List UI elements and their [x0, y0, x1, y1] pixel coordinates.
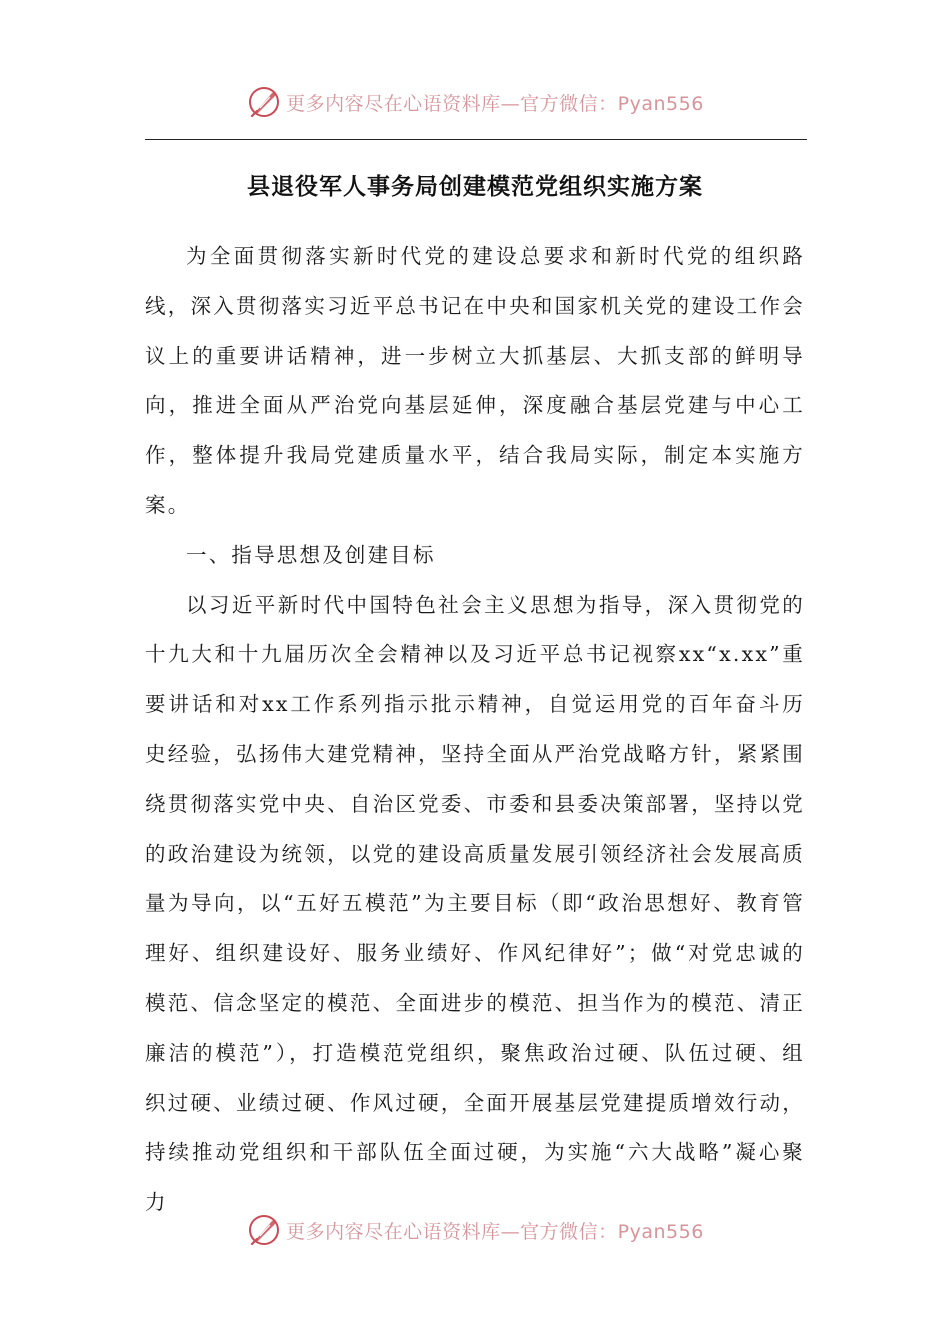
- quill-pen-logo-icon: [246, 84, 282, 120]
- footer-banner-prefix: 更多内容尽在心语资料库—官方微信：: [286, 1220, 618, 1243]
- document-body: [145, 232, 805, 1228]
- footer-banner: [0, 1208, 950, 1252]
- header-banner-prefix: 更多内容尽在心语资料库—官方微信：: [286, 92, 618, 115]
- footer-banner-handle: Pyan556: [617, 1220, 704, 1243]
- section-heading: 一、指导思想及创建目标: [186, 542, 436, 567]
- quill-pen-logo-icon: [246, 1212, 282, 1248]
- intro-paragraph: 为全面贯彻落实新时代党的建设总要求和新时代党的组织路线，深入贯彻落实习近平总书记在中央和国家机关党的建设工作会议上的重要讲话精神，进一步树立大抓基层、大抓支部的鲜明导向，推进全面从严治党向基层延伸，深度融合基层党建与中心工作，整体提升我局党建质量水平，结合我局实际，制定本实施方案。: [145, 244, 805, 517]
- footer-banner-content: [246, 1212, 704, 1248]
- footer-banner-text: [286, 1217, 704, 1244]
- header-banner-content: [246, 84, 704, 120]
- guiding-thought-paragraph: 以习近平新时代中国特色社会主义思想为指导，深入贯彻党的十九大和十九届历次全会精神以及习近平总书记视察xx“x.xx”重要讲话和对xx工作系列指示批示精神，自觉运用党的百年奋斗历史经验，弘扬伟大建党精神，坚持全面从严治党战略方针，紧紧围绕贯彻落实党中央、自治区党委、市委和县委决策部署，坚持以党的政治建设为统领，以党的建设高质量发展引领经济社会发展高质量为导向，以“五好五模范”为主要目标（即“政治思想好、教育管理好、组织建设好、服务业绩好、作风纪律好”；做“对党忠诚的模范、信念坚定的模范、全面进步的模范、担当作为的模范、清正廉洁的模范”），打造模范党组织，聚焦政治过硬、队伍过硬、组织过硬、业绩过硬、作风过硬，全面开展基层党建提质增效行动，持续推动党组织和干部队伍全面过硬，为实施“六大战略”凝心聚力: [145, 592, 805, 1215]
- header-divider: [145, 139, 807, 140]
- document-title: 县退役军人事务局创建模范党组织实施方案: [247, 174, 703, 200]
- header-banner: [0, 80, 950, 124]
- header-banner-text: [286, 89, 704, 116]
- header-banner-handle: Pyan556: [617, 92, 704, 115]
